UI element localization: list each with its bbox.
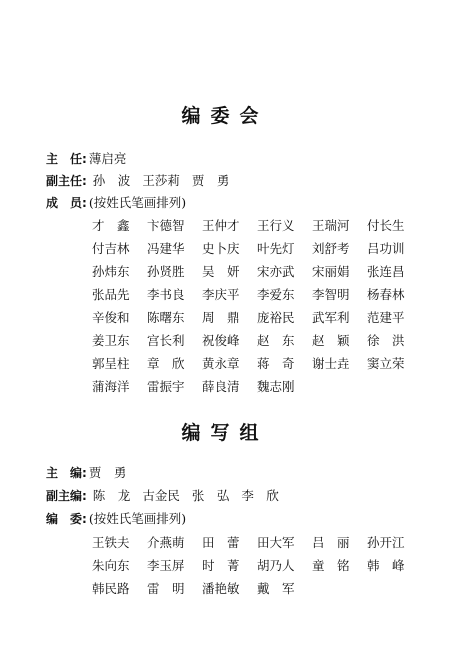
member-name: 田 蕾	[202, 534, 240, 550]
member-name: 赵 东	[257, 332, 295, 348]
writing-member-row	[92, 530, 422, 553]
member-name: 张连昌	[367, 263, 405, 279]
committee-director-name: 薄启亮	[88, 151, 127, 166]
member-name: 冯建华	[147, 240, 185, 256]
member-name: 杨春林	[367, 286, 405, 302]
member-name: 黄永章	[202, 355, 240, 371]
member-name: 王铁夫	[92, 534, 130, 550]
member-name: 范建平	[367, 309, 405, 325]
member-name: 吴 妍	[202, 263, 240, 279]
committee-member-row	[92, 328, 422, 351]
member-name: 蒲海洋	[92, 378, 130, 394]
committee-vice-names	[89, 173, 242, 188]
committee-members-grid	[92, 213, 422, 397]
member-name: 卞德智	[147, 217, 185, 233]
writing-deputy-name: 古金民	[142, 488, 180, 503]
member-name: 孙开江	[367, 534, 405, 550]
committee-members-note: (按姓氏笔画排列)	[88, 195, 187, 210]
writing-members-label: 编 委:	[46, 512, 87, 526]
member-name: 付长生	[367, 217, 405, 233]
member-name: 潘艳敏	[202, 580, 240, 596]
committee-vice-name: 贾 勇	[191, 173, 230, 188]
committee-vice-label: 副主任:	[46, 174, 87, 188]
writing-members-note: (按姓氏笔画排列)	[88, 511, 187, 526]
writing-members-grid	[92, 530, 422, 599]
writing-editor-label: 主 编:	[46, 466, 87, 480]
committee-director-line	[46, 150, 126, 168]
member-name: 王仲才	[202, 217, 240, 233]
member-name: 宋亦武	[257, 263, 295, 279]
committee-members-label: 成 员:	[46, 196, 87, 210]
member-name: 赵 颖	[312, 332, 350, 348]
member-name: 韩民路	[92, 580, 130, 596]
committee-vice-line	[46, 172, 241, 190]
member-name: 姜卫东	[92, 332, 130, 348]
member-name: 孙炜东	[92, 263, 130, 279]
writing-deputy-name: 李 欣	[241, 488, 279, 503]
committee-member-row	[92, 351, 422, 374]
member-name: 周 鼎	[202, 309, 240, 325]
committee-member-row	[92, 213, 422, 236]
committee-member-row	[92, 282, 422, 305]
member-name: 王行义	[257, 217, 295, 233]
member-name: 辛俊和	[92, 309, 130, 325]
member-name: 介燕萌	[147, 534, 185, 550]
member-name: 吕功训	[367, 240, 405, 256]
member-name: 戴 军	[257, 580, 295, 596]
committee-member-row	[92, 374, 422, 397]
member-name: 宫长利	[147, 332, 185, 348]
member-name: 朱向东	[92, 557, 130, 573]
member-name: 李玉屏	[147, 557, 185, 573]
writing-group-title: 编写组	[181, 422, 269, 444]
member-name: 李爱东	[257, 286, 295, 302]
member-name: 叶先灯	[257, 240, 295, 256]
member-name: 雷振宇	[147, 378, 185, 394]
member-name: 孙贤胜	[147, 263, 185, 279]
committee-vice-name: 王莎莉	[142, 173, 180, 188]
committee-member-row	[92, 236, 422, 259]
writing-deputy-name: 陈 龙	[92, 488, 131, 503]
member-name: 韩 峰	[367, 557, 405, 573]
writing-editor-line	[46, 464, 126, 482]
member-name: 章 欣	[147, 355, 185, 371]
member-name: 窦立荣	[367, 355, 405, 371]
member-name: 张品先	[92, 286, 130, 302]
member-name: 谢士垚	[312, 355, 350, 371]
writing-editor-name: 贾 勇	[88, 465, 127, 480]
committee-members-line	[46, 194, 186, 212]
member-name: 吕 丽	[312, 534, 350, 550]
member-name: 李书良	[147, 286, 185, 302]
member-name: 祝俊峰	[202, 332, 240, 348]
writing-deputy-label: 副主编:	[46, 489, 87, 503]
member-name: 宋丽娟	[312, 263, 350, 279]
member-name: 田大军	[257, 534, 295, 550]
writing-deputy-line	[46, 487, 291, 505]
member-name: 蒋 奇	[257, 355, 295, 371]
member-name: 王瑞河	[312, 217, 350, 233]
member-name: 庞裕民	[257, 309, 295, 325]
member-name: 雷 明	[147, 580, 185, 596]
writing-deputy-name: 张 弘	[191, 488, 230, 503]
committee-title: 编委会	[181, 105, 269, 127]
member-name: 时 菁	[202, 557, 240, 573]
member-name: 胡乃人	[257, 557, 295, 573]
committee-member-row	[92, 259, 422, 282]
member-name: 李庆平	[202, 286, 240, 302]
committee-member-row	[92, 305, 422, 328]
member-name: 李智明	[312, 286, 350, 302]
member-name: 才 鑫	[92, 217, 130, 233]
member-name: 刘舒考	[312, 240, 350, 256]
committee-vice-name: 孙 波	[92, 173, 131, 188]
writing-deputy-names	[89, 488, 291, 503]
member-name: 武军利	[312, 309, 350, 325]
writing-member-row	[92, 576, 422, 599]
writing-members-line	[46, 510, 186, 528]
member-name: 陈曙东	[147, 309, 185, 325]
writing-member-row	[92, 553, 422, 576]
member-name: 薛良清	[202, 378, 240, 394]
committee-director-label: 主 任:	[46, 152, 87, 166]
member-name: 史卜庆	[202, 240, 240, 256]
member-name: 魏志刚	[257, 378, 295, 394]
member-name: 付吉林	[92, 240, 130, 256]
member-name: 郭呈柱	[92, 355, 130, 371]
member-name: 徐 洪	[367, 332, 405, 348]
member-name: 童 铭	[312, 557, 350, 573]
